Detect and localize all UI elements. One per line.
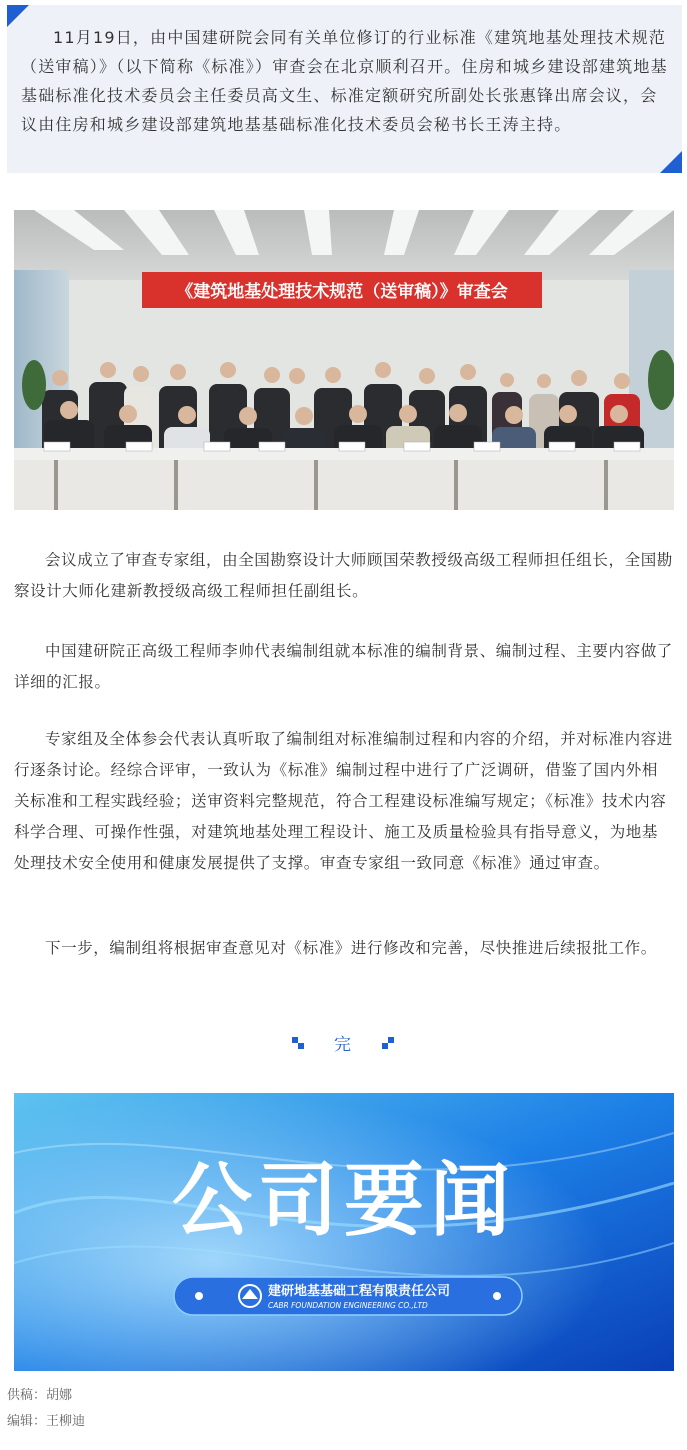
editor-credit: 编辑：王柳迪 <box>7 1414 86 1429</box>
company-name-en: CABR FOUNDATION ENGINEERING CO.,LTD <box>268 1301 428 1310</box>
meeting-photo-illustration <box>14 210 674 510</box>
end-mark-square-icon <box>388 1037 394 1043</box>
banner-title: 公司要闻 <box>172 1154 516 1247</box>
company-name-cn: 建研地基基础工程有限责任公司 <box>268 1284 451 1299</box>
corner-decoration-bottom-right <box>660 151 682 173</box>
body-paragraph-2: 中国建研院正高级工程师李帅代表编制组就本标准的编制背景、编制过程、主要内容做了详细的汇报。 <box>14 642 673 691</box>
end-mark-text: 完 <box>334 1035 351 1055</box>
company-news-banner-graphic <box>14 1093 674 1371</box>
end-mark <box>0 1030 687 1058</box>
end-mark-square-icon <box>298 1043 304 1049</box>
end-mark-square-icon <box>382 1043 388 1049</box>
intro-paragraph: 11月19日，由中国建研院会同有关单位修订的行业标准《建筑地基处理技术规范（送审稿）》（以下简称《标准》）审查会在北京顺利召开。住房和城乡建设部建筑地基基础标准化技术委员会主任委员高文生、标准定额研究所副处长张惠锋出席会议，会议由住房和城乡建设部建筑地基基础标准化技术委员会秘书长王涛主持。 <box>21 28 668 134</box>
body-paragraph-3: 专家组及全体参会代表认真听取了编制组对标准编制过程和内容的介绍，并对标准内容进行逐条讨论。经综合评审，一致认为《标准》编制过程中进行了广泛调研，借鉴了国内外相关标准和工程实践经验；送审资料完整规范，符合工程建设标准编写规定；《标准》技术内容科学合理、可操作性强，对建筑地基处理工程设计、施工及质量检验具有指导意义，为地基处理技术安全使用和健康发展提供了支撑。审查专家组一致同意《标准》通过审查。 <box>14 730 673 872</box>
contributor-credit: 供稿：胡娜 <box>7 1388 73 1403</box>
meeting-photo <box>14 210 674 510</box>
body-paragraph-1: 会议成立了审查专家组，由全国勘察设计大师顾国荣教授级高级工程师担任组长，全国勘察设计大师化建新教授级高级工程师担任副组长。 <box>14 551 673 600</box>
meeting-banner-text: 《建筑地基处理技术规范（送审稿）》审查会 <box>176 282 508 302</box>
body-paragraph-4: 下一步，编制组将根据审查意见对《标准》进行修改和完善，尽快推进后续报批工作。 <box>45 939 657 957</box>
company-news-banner <box>14 1093 674 1371</box>
intro-box <box>7 5 682 173</box>
pill-dot-icon <box>493 1292 501 1300</box>
pill-dot-icon <box>195 1292 203 1300</box>
